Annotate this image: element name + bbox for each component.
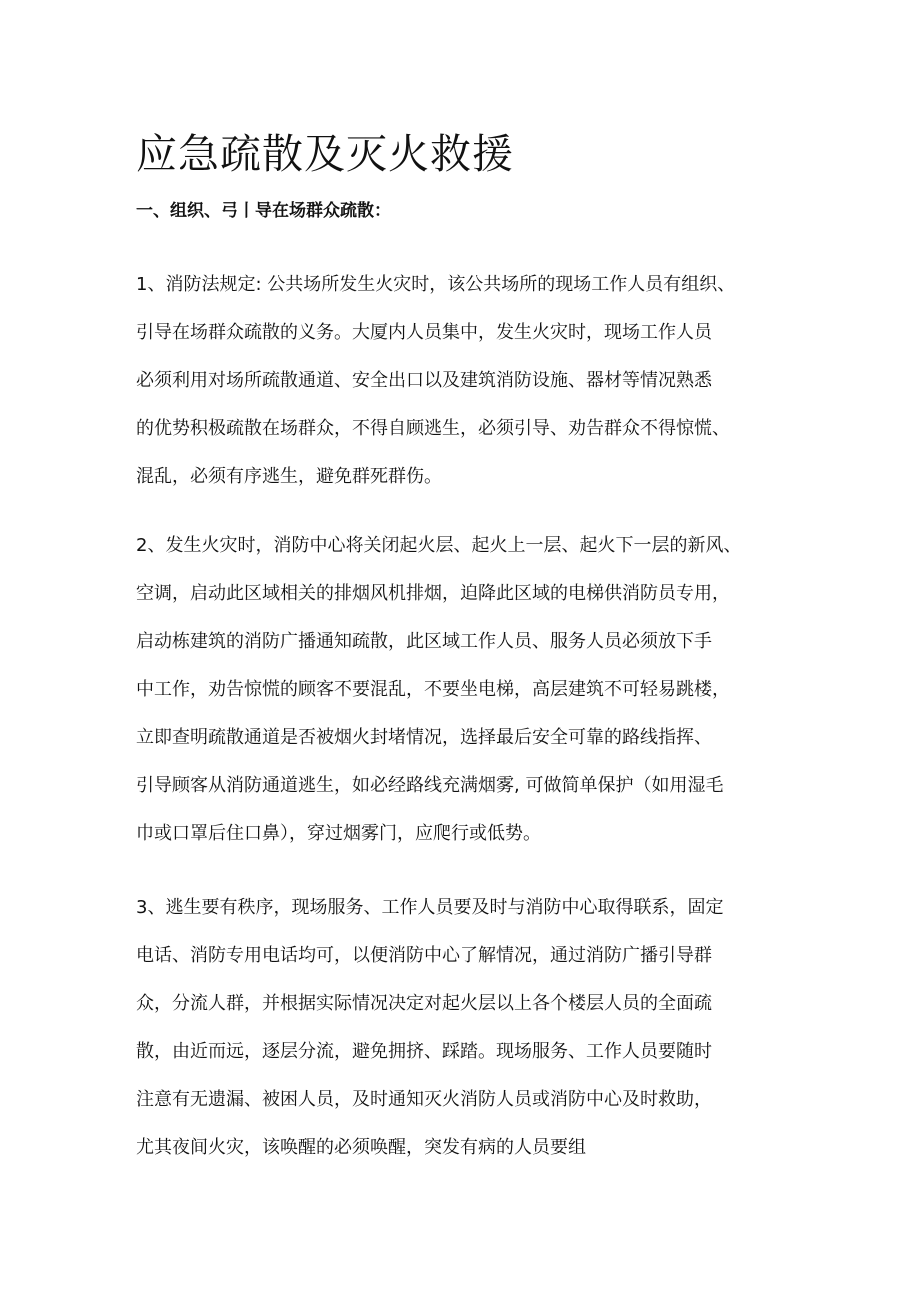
paragraph-line: 中工作，劝告惊慌的顾客不要混乱，不要坐电梯，高层建筑不可轻易跳楼，	[136, 679, 730, 700]
paragraph-line: 散，由近而远，逐层分流，避免拥挤、踩踏。现场服务、工作人员要随时	[136, 1041, 712, 1062]
paragraph-line: 巾或口罩后住口鼻），穿过烟雾门，应爬行或低势。	[136, 823, 541, 844]
paragraph-line: 引导在场群众疏散的义务。大厦内人员集中，发生火灾时，现场工作人员	[136, 322, 712, 343]
paragraph-line: 电话、消防专用电话均可，以便消防中心了解情况，通过消防广播引导群	[136, 945, 712, 966]
paragraph-line: 众，分流人群，并根据实际情况决定对起火层以上各个楼层人员的全面疏	[136, 993, 712, 1014]
paragraph-line: 混乱，必须有序逃生，避免群死群伤。	[136, 466, 442, 487]
paragraph-line: 3、逃生要有秩序，现场服务、工作人员要及时与消防中心取得联系，固定	[136, 897, 724, 918]
paragraph-3	[136, 884, 796, 1172]
paragraph-line: 启动栋建筑的消防广播通知疏散，此区域工作人员、服务人员必须放下手	[136, 631, 712, 652]
paragraph-line: 的优势积极疏散在场群众，不得自顾逃生，必须引导、劝告群众不得惊慌、	[136, 418, 730, 439]
paragraph-1	[136, 261, 796, 501]
paragraph-line: 立即查明疏散通道是否被烟火封堵情况，选择最后安全可靠的路线指挥、	[136, 727, 712, 748]
paragraph-2	[136, 522, 796, 858]
paragraph-line: 1、消防法规定: 公共场所发生火灾时，该公共场所的现场工作人员有组织、	[136, 274, 736, 295]
paragraph-line: 尤其夜间火灾，该唤醒的必须唤醒，突发有病的人员要组	[136, 1137, 586, 1158]
paragraph-line: 引导顾客从消防通道逃生，如必经路线充满烟雾, 可做简单保护（如用湿毛	[136, 775, 724, 796]
page-title: 应急疏散及灭火救援	[136, 130, 514, 178]
paragraph-line: 注意有无遗漏、被困人员，及时通知灭火消防人员或消防中心及时救助，	[136, 1089, 712, 1110]
paragraph-line: 2、发生火灾时，消防中心将关闭起火层、起火上一层、起火下一层的新风、	[136, 535, 742, 556]
paragraph-line: 空调，启动此区域相关的排烟风机排烟，迫降此区域的电梯供消防员专用，	[136, 583, 730, 604]
paragraph-line: 必须利用对场所疏散通道、安全出口以及建筑消防设施、器材等情况熟悉	[136, 370, 712, 391]
section-heading: 一、组织、弓丨导在场群众疏散：	[136, 201, 391, 221]
